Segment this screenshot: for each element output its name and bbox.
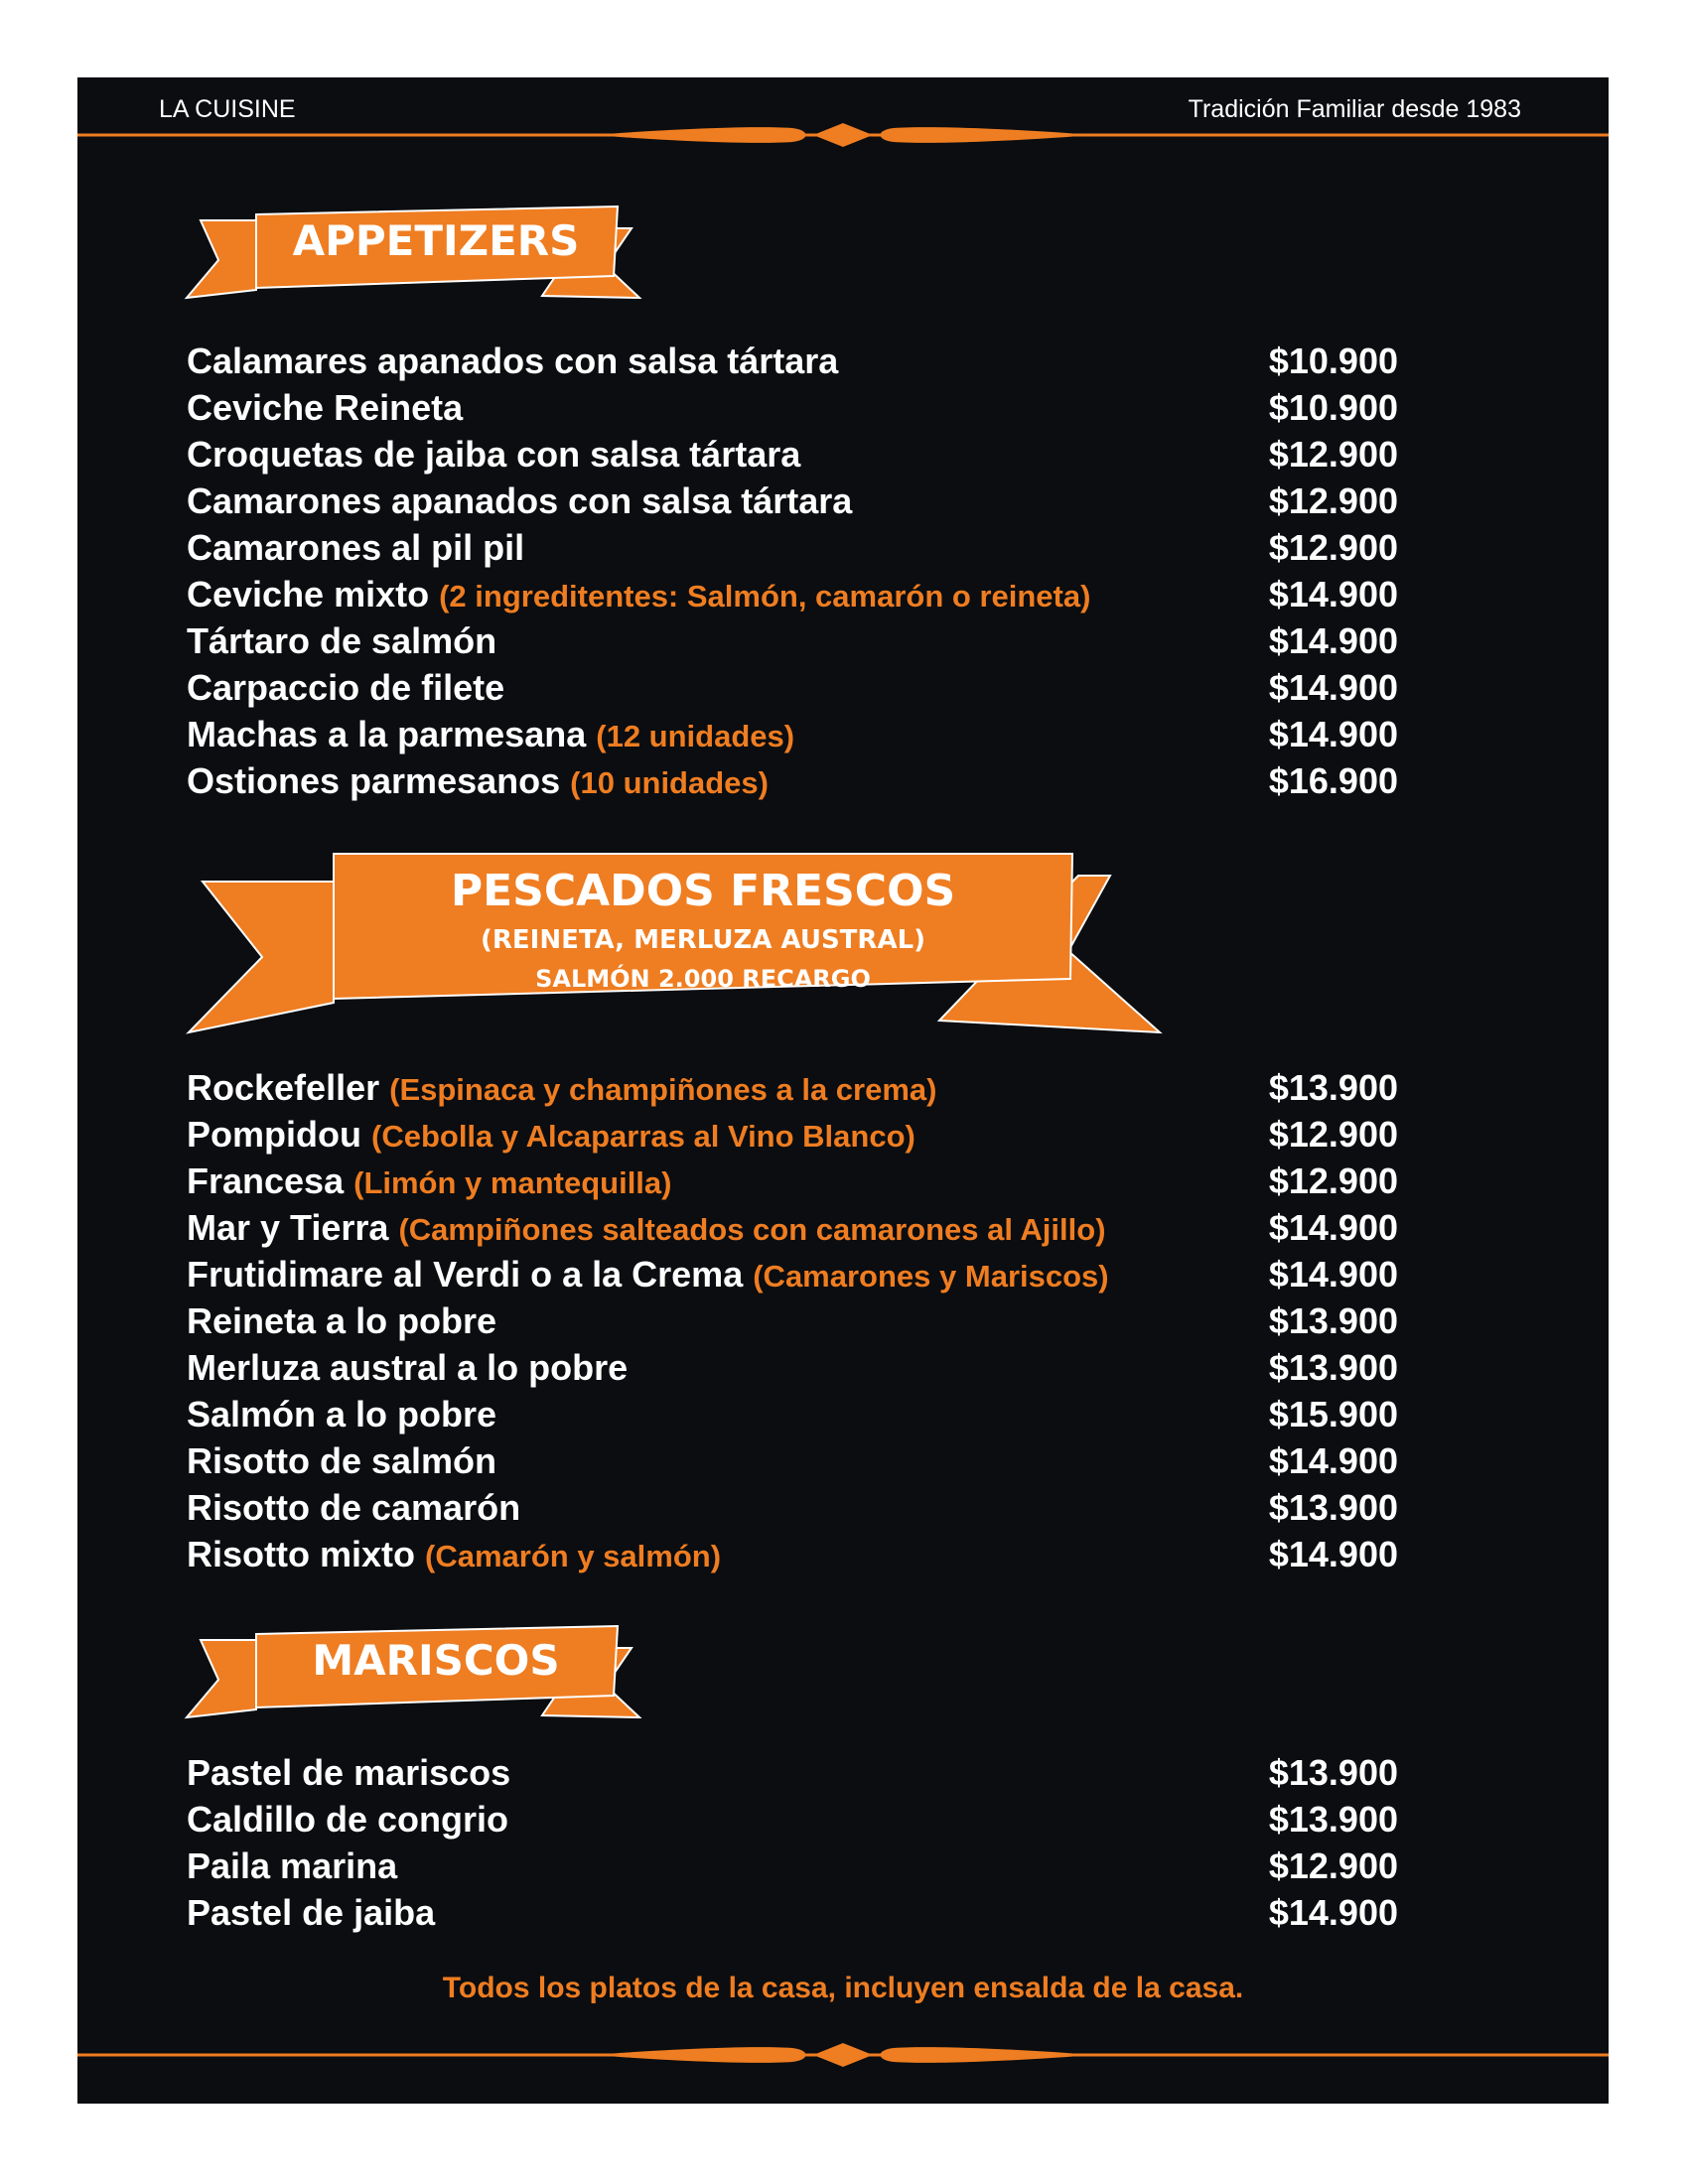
- item-price: $14.900: [1268, 1254, 1398, 1295]
- mariscos-list: [187, 1749, 1398, 1936]
- pescados-subtitle-1: (REINETA, MERLUZA AUSTRAL): [480, 925, 926, 955]
- menu-board: [77, 77, 1609, 2104]
- item-price: $13.900: [1268, 1799, 1398, 1840]
- pescados-title: PESCADOS FRESCOS: [450, 866, 956, 916]
- list-item: Machas a la parmesana (12 unidades) $14.900: [187, 711, 1398, 757]
- item-price: $13.900: [1268, 1487, 1398, 1528]
- item-price: $14.900: [1268, 1534, 1398, 1574]
- list-item: Caldillo de congrio $13.900: [187, 1796, 1398, 1843]
- item-price: $12.900: [1268, 480, 1398, 521]
- list-item: Ostiones parmesanos (10 unidades) $16.900: [187, 757, 1398, 804]
- ornament-divider-top: [77, 119, 1609, 151]
- appetizers-banner: [185, 206, 681, 316]
- list-item: Calamares apanados con salsa tártara $10.900: [187, 338, 1398, 384]
- mariscos-banner: [185, 1626, 681, 1735]
- appetizers-list: [187, 338, 1398, 804]
- list-item: Camarones apanados con salsa tártara $12.900: [187, 478, 1398, 524]
- item-price: $12.900: [1268, 527, 1398, 568]
- list-item: Francesa (Limón y mantequilla) $12.900: [187, 1158, 1398, 1204]
- list-item: Tártaro de salmón $14.900: [187, 617, 1398, 664]
- item-price: $14.900: [1268, 574, 1398, 614]
- brand-name: LA CUISINE: [159, 95, 296, 123]
- item-price: $12.900: [1268, 1114, 1398, 1155]
- list-item: Frutidimare al Verdi o a la Crema (Camarones y Mariscos) $14.900: [187, 1251, 1398, 1297]
- list-item: Paila marina $12.900: [187, 1843, 1398, 1889]
- item-price: $14.900: [1268, 1892, 1398, 1933]
- pescados-banner: [185, 842, 1188, 1040]
- list-item: Pastel de mariscos $13.900: [187, 1749, 1398, 1796]
- list-item: Rockefeller (Espinaca y champiñones a la crema) $13.900: [187, 1064, 1398, 1111]
- item-price: $13.900: [1268, 1067, 1398, 1108]
- item-price: $14.900: [1268, 1207, 1398, 1248]
- list-item: Reineta a lo pobre $13.900: [187, 1297, 1398, 1344]
- list-item: Camarones al pil pil $12.900: [187, 524, 1398, 571]
- list-item: Pompidou (Cebolla y Alcaparras al Vino Blanco) $12.900: [187, 1111, 1398, 1158]
- list-item: Mar y Tierra (Campiñones salteados con camarones al Ajillo) $14.900: [187, 1204, 1398, 1251]
- list-item: Risotto de salmón $14.900: [187, 1437, 1398, 1484]
- item-price: $15.900: [1268, 1394, 1398, 1434]
- item-price: $12.900: [1268, 1845, 1398, 1886]
- item-price: $10.900: [1268, 387, 1398, 428]
- item-price: $14.900: [1268, 714, 1398, 754]
- item-price: $13.900: [1268, 1752, 1398, 1793]
- list-item: Croquetas de jaiba con salsa tártara $12.900: [187, 431, 1398, 478]
- tagline: Tradición Familiar desde 1983: [1188, 95, 1521, 123]
- item-price: $13.900: [1268, 1300, 1398, 1341]
- list-item: Risotto mixto (Camarón y salmón) $14.900: [187, 1531, 1398, 1577]
- list-item: Carpaccio de filete $14.900: [187, 664, 1398, 711]
- list-item: Risotto de camarón $13.900: [187, 1484, 1398, 1531]
- item-price: $13.900: [1268, 1347, 1398, 1388]
- list-item: Ceviche Reineta $10.900: [187, 384, 1398, 431]
- item-price: $14.900: [1268, 667, 1398, 708]
- item-price: $10.900: [1268, 341, 1398, 381]
- pescados-list: [187, 1064, 1398, 1577]
- footer-note: Todos los platos de la casa, incluyen ensalda de la casa.: [442, 1972, 1244, 2004]
- list-item: Salmón a lo pobre $15.900: [187, 1391, 1398, 1437]
- ornament-divider-bottom: [77, 2039, 1609, 2071]
- list-item: Merluza austral a lo pobre $13.900: [187, 1344, 1398, 1391]
- appetizers-title: APPETIZERS: [292, 216, 580, 265]
- list-item: Pastel de jaiba $14.900: [187, 1889, 1398, 1936]
- mariscos-title: MARISCOS: [312, 1636, 560, 1685]
- item-price: $12.900: [1268, 1160, 1398, 1201]
- item-price: $16.900: [1268, 760, 1398, 801]
- pescados-subtitle-2: SALMÓN 2.000 RECARGO: [535, 965, 871, 993]
- item-price: $14.900: [1268, 620, 1398, 661]
- item-price: $14.900: [1268, 1440, 1398, 1481]
- item-price: $12.900: [1268, 434, 1398, 475]
- list-item: Ceviche mixto (2 ingreditentes: Salmón, camarón o reineta) $14.900: [187, 571, 1398, 617]
